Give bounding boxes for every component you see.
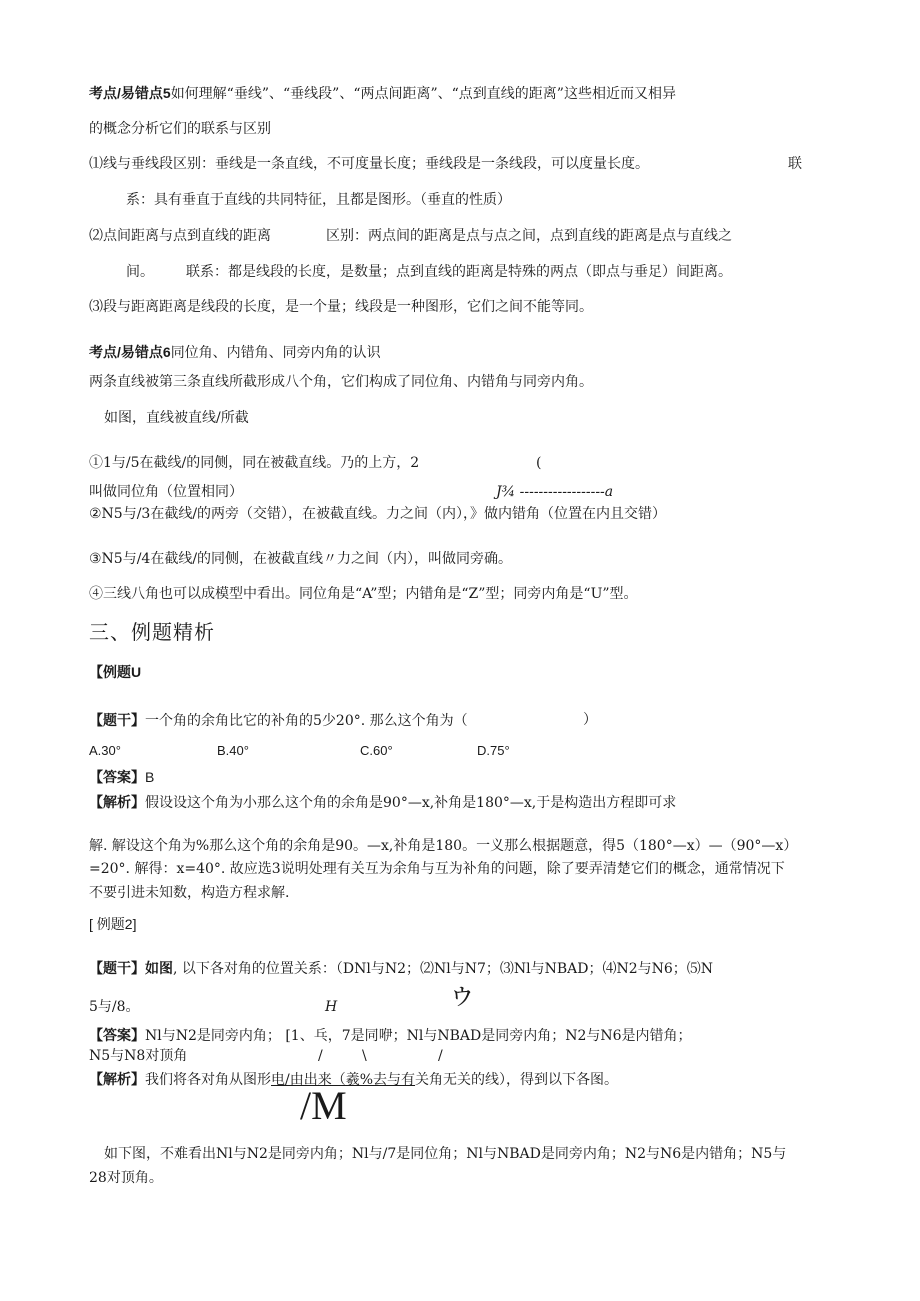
ex2-figure-glyph-h: H	[325, 999, 338, 1015]
ex2-figure-mark-a: /	[318, 1048, 323, 1064]
ex2-analysis-underlined: 电/由出来（羲%去与有	[271, 1072, 416, 1088]
s6-item4: ④三线八角也可以成模型中看出。同位角是“A”型；内错角是“Z”型；同旁内角是“U”型。	[89, 586, 638, 602]
ex1-stem-text: 一个角的余角比它的补角的5少20°. 那么这个角为（	[145, 713, 468, 729]
ex2-analysis-text-end: 关角无关的线），得到以下各图。	[415, 1072, 619, 1088]
ex2-stem-tag: 【题干】	[89, 960, 145, 976]
ex2-stem	[89, 959, 713, 978]
ex1-stem	[89, 711, 468, 730]
section6-title: 同位角、内错角、同旁内角的认识	[170, 345, 381, 361]
ex1-option-c: C.60°	[360, 743, 393, 758]
example1-label: 【例题U	[89, 664, 142, 680]
ex1-analysis	[89, 793, 676, 812]
s5-point2: ⑵点间距离与点到直线的距离	[89, 228, 271, 244]
ex2-answer-cont: N5与N8对顶角	[89, 1048, 188, 1064]
ex2-analysis-tag: 【解析】	[89, 1071, 145, 1087]
ex1-answer-tag: 【答案】	[89, 769, 145, 785]
s5-point1: ⑴线与垂线段区别：垂线是一条直线，不可度量长度；垂线段是一条线段，可以度量长度。	[89, 156, 649, 172]
ex1-stem-tag: 【题干】	[89, 712, 145, 728]
s6-item1-paren: (	[536, 455, 542, 471]
s5-point3: ⑶段与距离距离是线段的长度，是一个量；线段是一种图形，它们之间不能等同。	[89, 299, 593, 315]
ex2-answer	[89, 1026, 692, 1045]
section6-label: 考点/易错点6	[89, 344, 171, 360]
section5-title: 如何理解“垂线”、“垂线段”、“两点间距离”、“点到直线的距离”这些相近而又相异	[170, 86, 676, 102]
ex1-option-b: B.40°	[217, 743, 249, 758]
ex1-analysis-line2: 解. 解设这个角为%那么这个角的余角是90。—x,补角是180。一义那么根据题意，得5（180°—x）—（90°—x）	[89, 838, 798, 854]
ex2-analysis-text: 我们将各对角从图形	[145, 1072, 271, 1088]
ex2-figure-glyph-t: ゥ	[447, 977, 477, 1012]
s6-item1-cont: 叫做同位角（位置相同）	[89, 484, 243, 500]
section6-heading	[89, 343, 381, 362]
s6-intro: 两条直线被第三条直线所截形成八个角，它们构成了同位角、内错角与同旁内角。	[89, 374, 593, 390]
ex2-analysis	[89, 1070, 618, 1089]
ex1-option-a: A.30°	[89, 743, 121, 758]
ex1-analysis-line3: =20°. 解得：x=40°. 故应选3说明处理有关互为余角与互为补角的问题，除了要弄清楚它们的概念，通常情况下	[89, 861, 785, 877]
ex1-analysis-line4: 不要引进未知数，构造方程求解.	[89, 885, 290, 901]
section5-heading	[89, 84, 676, 103]
ex1-stem-close: ）	[583, 712, 597, 728]
ex2-answer-tag: 【答案】	[89, 1027, 145, 1043]
ex2-stem-text: , 以下各对角的位置关系：（DNl与N2；⑵Nl与N7；⑶Nl与NBAD；⑷N2与N6；⑸N	[173, 961, 714, 977]
ex2-figure-mark-b: \	[362, 1048, 367, 1064]
ex2-figure-mark-c: /	[438, 1048, 443, 1064]
ex2-answer-text: Nl与N2是同旁内角； [1、乓，7是同咿；Nl与NBAD是同旁内角；N2与N6是内错角；	[145, 1028, 692, 1044]
s5-point1-tail: 联	[788, 156, 802, 172]
section3-title: 三、例题精析	[89, 622, 215, 644]
section5-title-line2: 的概念分析它们的联系与区别	[89, 121, 271, 137]
s6-item2: ②N5与/3在截线/的两旁（交错），在被截直线。力之间（内），》做内错角（位置在内且交错）	[89, 506, 667, 522]
s5-point2-cont: 间。	[126, 264, 154, 280]
s5-point2-relation: 联系：都是线段的长度，是数量；点到直线的距离是特殊的两点（即点与垂足）间距离。	[186, 264, 732, 280]
ex2-stem-figure: 如图	[145, 960, 173, 976]
ex2-conclusion: 如下图，不难看出Nl与N2是同旁内角；Nl与/7是同位角；Nl与NBAD是同旁内角；N2与N6是内错角；N5与	[104, 1146, 787, 1162]
s6-item3: ③N5与/4在截线/的同侧，在被截直线〃力之间（内），叫做同旁确。	[89, 551, 513, 567]
s5-point2-diff: 区别：两点间的距离是点与点之间，点到直线的距离是点与直线之	[326, 228, 732, 244]
ex1-answer-text: B	[145, 769, 155, 785]
s6-figure-note: 如图，直线被直线/所截	[104, 410, 249, 426]
s6-figure-fragment: J¾ ------------------a	[496, 484, 614, 500]
s6-item1: ①1与/5在截线/的同侧，同在被截直线。乃的上方，2	[89, 455, 420, 471]
section5-label: 考点/易错点5	[89, 85, 171, 101]
ex2-conclusion-cont: 28对顶角。	[89, 1170, 163, 1186]
ex2-stem-cont: 5与/8。	[89, 999, 140, 1015]
ex1-analysis-tag: 【解析】	[89, 794, 145, 810]
ex2-figure-glyph-m: /M	[300, 1083, 347, 1128]
ex1-answer	[89, 768, 154, 787]
s5-point1-cont: 系：具有垂直于直线的共同特征，且都是图形。（垂直的性质）	[126, 192, 511, 208]
example2-label: [ 例题2]	[89, 916, 137, 932]
ex1-option-d: D.75°	[477, 743, 510, 758]
ex1-analysis-text: 假设设这个角为小那么这个角的余角是90°—x,补角是180°—x,于是构造出方程即可求	[145, 795, 677, 811]
